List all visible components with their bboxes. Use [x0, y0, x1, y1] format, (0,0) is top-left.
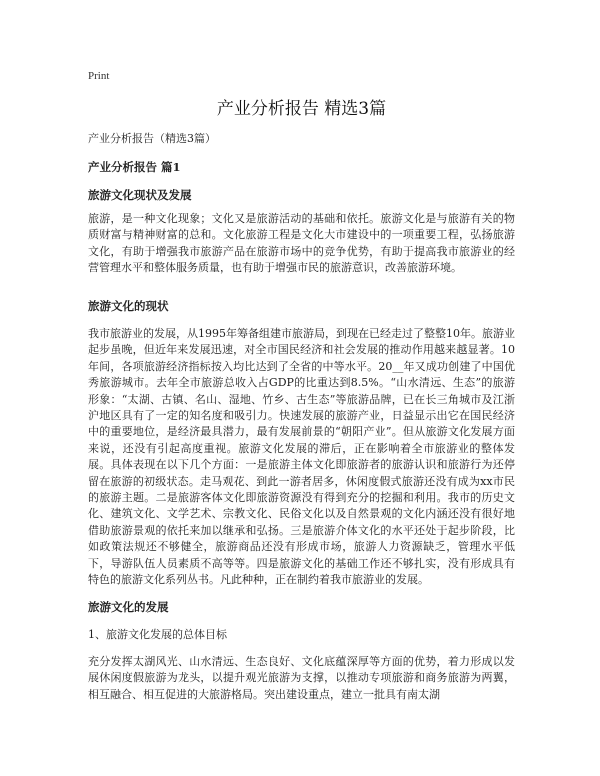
section-heading: 产业分析报告 篇1	[88, 160, 181, 174]
document-title: 产业分析报告 精选3篇	[216, 99, 387, 119]
paragraph-current-status: 我市旅游业的发展，从1995年筹备组建市旅游局，到现在已经走过了整整10年。旅游业起步虽晚，但近年来发展迅速，对全市国民经济和社会发展的推动作用越来越显著。10年间，各项旅游经济指标按入均比达到了全省的中等水平。20__年又成功创建了中国优秀旅游城市。去年全市旅游总收入占GDP的比重达到8.5%。“山水清远、生态”的旅游形象：“太湖、古镇、名山、湿地、竹乡、古生态”等旅游品牌，已在长三角城市及江浙沪地区具有了一定的知名度和吸引力。快速发展的旅游产业，日益显示出它在国民经济中的重要地位，是经济最具潜力，最有发展前景的“朝阳产业”。但从旅游文化发展方面来说，还没有引起高度重视。旅游文化发展的滞后，正在影响着全市旅游业的整体发展。具体表现在以下几个方面：一是旅游主体文化即旅游者的旅游认识和旅游行为还停留在旅游的初级状态。走马观花、到此一游者居多，休闲度假式旅游还没有成为xx市民的旅游主题。二是旅游客体文化即旅游资源没有得到充分的挖掘和利用。我市的历史文化、建筑文化、文学艺术、宗教文化、民俗文化以及自然景观的文化内涵还没有很好地借助旅游景观的依托来加以继承和弘扬。三是旅游介体文化的水平还处于起步阶段，比如政策法规还不够健全，旅游商品还没有形成市场，旅游人力资源缺乏，管理水平低下，导游队伍人员素质不高等等。四是旅游文化的基础工作还不够扎实，没有形成具有特色的旅游文化系列丛书。凡此种种，正在制约着我市旅游业的发展。	[88, 327, 515, 587]
heading-current-status: 旅游文化的现状	[88, 299, 169, 313]
paragraph-development: 充分发挥太湖风光、山水清远、生态良好、文化底蕴深厚等方面的优势，着力形成以发展休闲度假旅游为龙头，以提升观光旅游为支撑，以推动专项旅游和商务旅游为两翼，相互融合、相互促进的大旅游格局。突出建设重点，建立一批具有南太湖	[88, 655, 515, 701]
paragraph-intro: 旅游，是一种文化现象；文化又是旅游活动的基础和依托。旅游文化是与旅游有关的物质财富与精神财富的总和。文化旅游工程是文化大市建设中的一项重要工程，弘扬旅游文化，有助于增强我市旅游产品在旅游市场中的竞争优势，有助于提高我市旅游业的经营管理水平和整体服务质量，也有助于增强市民的旅游意识，改善旅游环境。	[88, 212, 515, 275]
heading-tourism-culture-status: 旅游文化现状及发展	[88, 188, 192, 202]
list-item-overall-goal: 1、旅游文化发展的总体目标	[88, 628, 227, 641]
print-label: Print	[88, 70, 110, 82]
heading-development: 旅游文化的发展	[88, 600, 169, 614]
document-subtitle: 产业分析报告（精选3篇）	[88, 132, 216, 145]
